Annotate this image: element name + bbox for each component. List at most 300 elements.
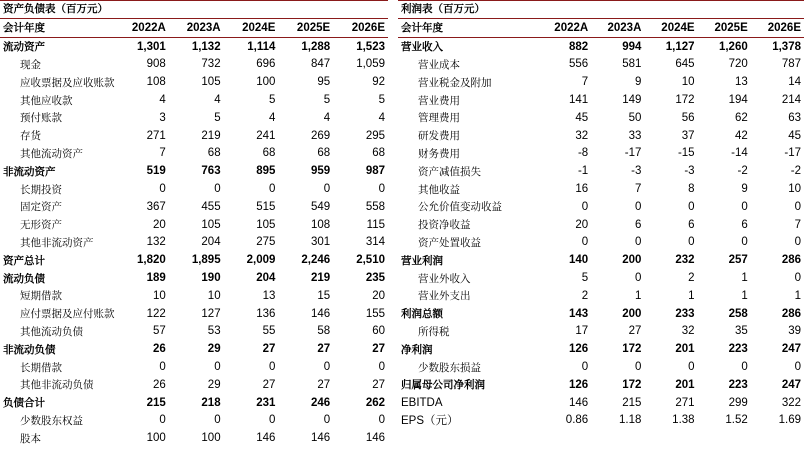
- row-label: 预付账款: [20, 112, 62, 125]
- table-header-row: [398, 19, 804, 37]
- cell-2024e: 645: [675, 58, 695, 71]
- cell-2022a: 126: [569, 378, 589, 391]
- cell-2023a: 0: [634, 272, 642, 285]
- row-label: 长期借款: [20, 361, 62, 374]
- row-label: EBITDA: [401, 396, 443, 409]
- cell-2022a: 57: [153, 325, 166, 338]
- cell-2023a: 0: [214, 183, 221, 196]
- cell-2025e: 146: [311, 432, 331, 445]
- cell-2025e: 1,288: [301, 40, 331, 53]
- cell-2026e: 60: [372, 325, 385, 338]
- cell-2024e: 37: [681, 129, 695, 142]
- cell-2022a: 4: [159, 94, 166, 107]
- cell-2023a: 200: [622, 254, 642, 267]
- cell-2023a: 7: [634, 183, 642, 196]
- cell-2023a: 105: [201, 76, 221, 89]
- cell-2023a: 50: [628, 111, 642, 124]
- cell-2022a: 146: [569, 396, 589, 409]
- cell-2024e: 2: [688, 272, 695, 285]
- cell-2023a: -17: [624, 147, 642, 160]
- cell-2022a: 7: [159, 147, 166, 160]
- cell-2025e: 62: [734, 111, 748, 124]
- table-row: [398, 394, 804, 412]
- cell-2024e: 172: [675, 94, 695, 107]
- column-header-2023a: 2023A: [169, 19, 224, 37]
- column-header-2026e: 2026E: [751, 19, 804, 37]
- table-row: [398, 180, 804, 198]
- row-label: 营业税金及附加: [418, 76, 492, 89]
- cell-2022a: -1: [577, 165, 589, 178]
- cell-2022a: 26: [153, 343, 166, 356]
- cell-2022a: 20: [575, 218, 589, 231]
- row-label: 营业收入: [401, 41, 443, 54]
- cell-2026e: 92: [372, 76, 385, 89]
- cell-2025e: 0: [741, 236, 748, 249]
- cell-2022a: 10: [153, 289, 166, 302]
- cell-2026e: -2: [790, 165, 801, 178]
- cell-2025e: 1.52: [725, 414, 748, 427]
- cell-2026e: 10: [788, 183, 801, 196]
- row-label: 投资净收益: [418, 219, 471, 232]
- cell-2022a: 141: [569, 94, 589, 107]
- cell-2025e: 223: [728, 343, 748, 356]
- cell-2025e: 0: [323, 183, 331, 196]
- cell-2024e: 8: [688, 183, 695, 196]
- row-label: 无形资产: [20, 219, 62, 232]
- cell-2025e: 1,260: [718, 40, 748, 53]
- table-row: [398, 91, 804, 109]
- row-label: 流动负债: [3, 272, 45, 285]
- row-label: 营业成本: [418, 58, 460, 71]
- column-header-label: 会计年度: [0, 19, 114, 37]
- cell-2025e: 0: [741, 200, 748, 213]
- cell-2022a: 3: [159, 111, 166, 124]
- cell-2024e: 204: [256, 272, 276, 285]
- cell-2023a: 6: [634, 218, 642, 231]
- cell-2022a: 132: [146, 236, 166, 249]
- cell-2025e: 959: [311, 165, 331, 178]
- cell-2024e: 241: [256, 129, 276, 142]
- cell-2026e: 322: [781, 396, 801, 409]
- table-row: [0, 37, 388, 55]
- cell-2023a: 0: [214, 414, 221, 427]
- cell-2025e: 27: [317, 343, 331, 356]
- table-row: [0, 429, 388, 447]
- cell-2024e: 32: [681, 325, 695, 338]
- cell-2023a: 29: [207, 378, 221, 391]
- cell-2025e: 246: [311, 396, 331, 409]
- cell-2026e: 295: [365, 129, 385, 142]
- cell-2026e: 63: [788, 111, 801, 124]
- table-row: [398, 340, 804, 358]
- cell-2022a: 1,301: [137, 40, 166, 53]
- table-row: [0, 56, 388, 74]
- table-row: [398, 162, 804, 180]
- cell-2026e: 1,523: [356, 40, 385, 53]
- cell-2026e: 262: [365, 396, 385, 409]
- cell-2026e: 247: [781, 378, 801, 391]
- column-header-2024e: 2024E: [644, 19, 697, 37]
- row-label: 营业外收入: [418, 272, 471, 285]
- cell-2026e: 27: [372, 378, 385, 391]
- table-row: [398, 216, 804, 234]
- cell-2026e: 68: [372, 147, 385, 160]
- row-label: 资产处置收益: [418, 236, 481, 249]
- row-label: 公允价值变动收益: [418, 201, 502, 214]
- cell-2026e: 286: [781, 254, 801, 267]
- cell-2026e: 314: [365, 236, 385, 249]
- cell-2023a: 5: [214, 111, 221, 124]
- cell-2023a: 0: [634, 361, 642, 374]
- cell-2023a: 149: [622, 94, 642, 107]
- table-header-row: [0, 19, 388, 37]
- cell-2025e: 194: [728, 94, 748, 107]
- table-row: [398, 376, 804, 394]
- cell-2024e: 0: [688, 200, 695, 213]
- cell-2026e: 39: [788, 325, 801, 338]
- row-label: 财务费用: [418, 147, 460, 160]
- cell-2026e: 155: [365, 307, 385, 320]
- cell-2023a: 10: [207, 289, 221, 302]
- cell-2026e: 1: [794, 289, 801, 302]
- cell-2024e: 271: [675, 396, 695, 409]
- row-label: 流动资产: [3, 41, 45, 54]
- cell-2022a: 1,820: [137, 254, 166, 267]
- income-statement-title: 利润表（百万元）: [398, 0, 804, 19]
- cell-2025e: 299: [728, 396, 748, 409]
- table-row: [398, 109, 804, 127]
- cell-2026e: 7: [794, 218, 801, 231]
- cell-2022a: 271: [146, 129, 166, 142]
- table-row: [0, 216, 388, 234]
- balance-sheet-panel: [0, 0, 388, 451]
- cell-2025e: 219: [311, 272, 331, 285]
- cell-2022a: 0: [159, 361, 166, 374]
- cell-2025e: 0: [741, 361, 748, 374]
- cell-2024e: -3: [684, 165, 695, 178]
- income-statement-table: [398, 19, 804, 429]
- cell-2024e: 10: [681, 76, 695, 89]
- cell-2023a: 53: [207, 325, 221, 338]
- row-label: 营业外支出: [418, 290, 471, 303]
- cell-2022a: 2: [581, 289, 589, 302]
- row-label: 营业费用: [418, 94, 460, 107]
- cell-2023a: -3: [631, 165, 642, 178]
- cell-2022a: 26: [153, 378, 166, 391]
- table-row: [398, 287, 804, 305]
- cell-2025e: 0: [323, 414, 331, 427]
- cell-2022a: 556: [569, 58, 589, 71]
- cell-2026e: 1,059: [356, 58, 385, 71]
- cell-2024e: 2,009: [246, 254, 276, 267]
- table-row: [0, 145, 388, 163]
- cell-2025e: 5: [323, 94, 331, 107]
- cell-2023a: 0: [634, 236, 642, 249]
- cell-2022a: 0.86: [565, 414, 589, 427]
- cell-2023a: 68: [207, 147, 221, 160]
- table-row: [0, 73, 388, 91]
- cell-2024e: 136: [256, 307, 276, 320]
- cell-2025e: 223: [728, 378, 748, 391]
- cell-2023a: 200: [622, 307, 642, 320]
- cell-2024e: 232: [675, 254, 695, 267]
- table-row: [398, 234, 804, 252]
- cell-2022a: 882: [569, 40, 589, 53]
- cell-2026e: 0: [794, 200, 801, 213]
- cell-2024e: 0: [688, 361, 695, 374]
- cell-2022a: 0: [159, 414, 166, 427]
- table-row: [0, 109, 388, 127]
- row-label: 营业利润: [401, 254, 443, 267]
- cell-2023a: 4: [214, 94, 221, 107]
- cell-2025e: 146: [311, 307, 331, 320]
- row-label: 短期借款: [20, 290, 62, 303]
- cell-2023a: 9: [634, 76, 642, 89]
- cell-2026e: -17: [784, 147, 801, 160]
- cell-2025e: 257: [728, 254, 748, 267]
- table-row: [398, 198, 804, 216]
- cell-2023a: 455: [201, 200, 221, 213]
- cell-2025e: 4: [323, 111, 331, 124]
- row-label: 其他非流动资产: [20, 236, 94, 249]
- cell-2022a: 7: [581, 76, 589, 89]
- row-label: 其他非流动负债: [20, 379, 94, 392]
- column-header-2022a: 2022A: [114, 19, 169, 37]
- column-header-label: 会计年度: [398, 19, 538, 37]
- table-row: [398, 412, 804, 430]
- cell-2025e: 58: [317, 325, 331, 338]
- cell-2024e: 201: [675, 378, 695, 391]
- table-row: [0, 340, 388, 358]
- row-label: 非流动负债: [3, 343, 56, 356]
- cell-2023a: 33: [628, 129, 642, 142]
- row-label: 研发费用: [418, 130, 460, 143]
- income-statement-panel: [398, 0, 804, 451]
- cell-2025e: 847: [311, 58, 331, 71]
- row-label: 净利润: [401, 343, 433, 356]
- cell-2024e: 1,114: [247, 40, 276, 53]
- cell-2023a: 763: [201, 165, 221, 178]
- cell-2023a: 218: [201, 396, 221, 409]
- row-label: 管理费用: [418, 112, 460, 125]
- cell-2026e: 1.69: [778, 414, 801, 427]
- table-row: [398, 358, 804, 376]
- cell-2023a: 581: [622, 58, 642, 71]
- row-label: 资产总计: [3, 254, 45, 267]
- cell-2023a: 0: [634, 200, 642, 213]
- cell-2022a: 16: [575, 183, 589, 196]
- cell-2024e: 6: [688, 218, 695, 231]
- table-row: [398, 37, 804, 55]
- table-row: [0, 198, 388, 216]
- cell-2024e: 4: [268, 111, 276, 124]
- cell-2026e: 146: [365, 432, 385, 445]
- cell-2022a: 100: [146, 432, 166, 445]
- cell-2022a: 189: [146, 272, 166, 285]
- cell-2024e: 233: [675, 307, 695, 320]
- row-label: 所得税: [418, 325, 450, 338]
- column-header-2025e: 2025E: [698, 19, 751, 37]
- cell-2026e: 0: [378, 361, 385, 374]
- cell-2022a: 367: [146, 200, 166, 213]
- balance-sheet-title: 资产负债表（百万元）: [0, 0, 388, 19]
- cell-2026e: 4: [378, 111, 385, 124]
- cell-2022a: 140: [569, 254, 589, 267]
- cell-2024e: -15: [677, 147, 695, 160]
- cell-2024e: 0: [688, 236, 695, 249]
- cell-2026e: 5: [378, 94, 385, 107]
- cell-2025e: 301: [311, 236, 331, 249]
- cell-2022a: 45: [575, 111, 589, 124]
- cell-2023a: 1: [634, 289, 642, 302]
- row-label: 其他应收款: [20, 94, 73, 107]
- cell-2023a: 29: [207, 343, 221, 356]
- cell-2023a: 215: [622, 396, 642, 409]
- cell-2023a: 1,132: [191, 40, 221, 53]
- table-row: [398, 269, 804, 287]
- row-label: EPS（元）: [401, 415, 459, 428]
- cell-2026e: 27: [372, 343, 385, 356]
- column-header-2023a: 2023A: [591, 19, 644, 37]
- cell-2026e: 0: [378, 183, 385, 196]
- cell-2023a: 100: [201, 432, 221, 445]
- cell-2024e: 895: [256, 165, 276, 178]
- cell-2024e: 100: [256, 76, 276, 89]
- cell-2025e: 6: [741, 218, 748, 231]
- cell-2025e: -14: [731, 147, 748, 160]
- cell-2026e: 0: [794, 236, 801, 249]
- cell-2022a: 20: [153, 218, 166, 231]
- table-row: [0, 412, 388, 430]
- cell-2022a: 0: [159, 183, 166, 196]
- column-header-2022a: 2022A: [538, 19, 591, 37]
- row-label: 固定资产: [20, 201, 62, 214]
- table-row: [398, 323, 804, 341]
- cell-2024e: 696: [256, 58, 276, 71]
- row-label: 其他流动资产: [20, 147, 83, 160]
- row-label: 少数股东损益: [418, 361, 481, 374]
- cell-2023a: 172: [622, 343, 642, 356]
- cell-2026e: 0: [794, 272, 801, 285]
- row-label: 应收票据及应收账款: [20, 76, 115, 89]
- cell-2026e: 247: [781, 343, 801, 356]
- cell-2024e: 1.38: [672, 414, 695, 427]
- cell-2026e: 787: [781, 58, 801, 71]
- cell-2025e: 27: [317, 378, 331, 391]
- cell-2025e: 720: [728, 58, 748, 71]
- row-label: 资产减值损失: [418, 165, 481, 178]
- cell-2026e: 286: [781, 307, 801, 320]
- row-label: 负债合计: [3, 397, 45, 410]
- balance-sheet-rows: [0, 37, 388, 447]
- cell-2025e: 95: [317, 76, 331, 89]
- cell-2022a: 122: [146, 307, 166, 320]
- row-label: 股本: [20, 432, 41, 445]
- cell-2022a: -8: [577, 147, 589, 160]
- cell-2024e: 515: [256, 200, 276, 213]
- cell-2024e: 0: [268, 414, 276, 427]
- table-row: [0, 394, 388, 412]
- cell-2023a: 27: [628, 325, 642, 338]
- cell-2026e: 235: [365, 272, 385, 285]
- table-row: [0, 305, 388, 323]
- cell-2022a: 17: [575, 325, 589, 338]
- cell-2023a: 204: [201, 236, 221, 249]
- row-label: 利润总额: [401, 308, 443, 321]
- table-row: [0, 358, 388, 376]
- cell-2022a: 126: [569, 343, 589, 356]
- row-label: 少数股东权益: [20, 414, 83, 427]
- cell-2026e: 14: [788, 76, 801, 89]
- cell-2024e: 1,127: [665, 40, 695, 53]
- cell-2023a: 219: [201, 129, 221, 142]
- table-row: [0, 180, 388, 198]
- cell-2023a: 994: [622, 40, 642, 53]
- table-row: [398, 305, 804, 323]
- cell-2022a: 0: [581, 200, 589, 213]
- cell-2025e: 13: [734, 76, 748, 89]
- cell-2025e: 42: [734, 129, 748, 142]
- cell-2026e: 0: [794, 361, 801, 374]
- cell-2025e: 1: [741, 272, 748, 285]
- cell-2024e: 55: [262, 325, 276, 338]
- cell-2025e: 9: [741, 183, 748, 196]
- table-row: [0, 127, 388, 145]
- cell-2022a: 32: [575, 129, 589, 142]
- cell-2025e: -2: [737, 165, 748, 178]
- table-row: [0, 91, 388, 109]
- table-row: [0, 287, 388, 305]
- table-row: [0, 269, 388, 287]
- cell-2022a: 519: [146, 165, 166, 178]
- table-row: [398, 145, 804, 163]
- cell-2024e: 27: [262, 378, 276, 391]
- table-row: [398, 56, 804, 74]
- cell-2024e: 201: [675, 343, 695, 356]
- cell-2022a: 908: [146, 58, 166, 71]
- cell-2025e: 1: [741, 289, 748, 302]
- cell-2025e: 0: [323, 361, 331, 374]
- cell-2024e: 146: [256, 432, 276, 445]
- income-statement-rows: [398, 37, 804, 429]
- cell-2024e: 68: [262, 147, 276, 160]
- cell-2024e: 13: [262, 289, 276, 302]
- table-row: [0, 376, 388, 394]
- cell-2022a: 0: [581, 361, 589, 374]
- cell-2025e: 68: [317, 147, 331, 160]
- table-row: [398, 251, 804, 269]
- table-row: [0, 162, 388, 180]
- cell-2024e: 0: [268, 361, 276, 374]
- cell-2023a: 127: [201, 307, 221, 320]
- cell-2026e: 987: [365, 165, 385, 178]
- cell-2024e: 27: [262, 343, 276, 356]
- cell-2024e: 231: [256, 396, 276, 409]
- cell-2022a: 0: [581, 236, 589, 249]
- table-row: [398, 127, 804, 145]
- table-row: [0, 251, 388, 269]
- table-row: [0, 234, 388, 252]
- cell-2024e: 5: [268, 94, 276, 107]
- balance-sheet-table: [0, 19, 388, 447]
- cell-2022a: 108: [146, 76, 166, 89]
- row-label: 应付票据及应付账款: [20, 308, 115, 321]
- cell-2023a: 1.18: [618, 414, 642, 427]
- row-label: 现金: [20, 58, 41, 71]
- cell-2025e: 549: [311, 200, 331, 213]
- cell-2026e: 558: [365, 200, 385, 213]
- cell-2022a: 143: [569, 307, 589, 320]
